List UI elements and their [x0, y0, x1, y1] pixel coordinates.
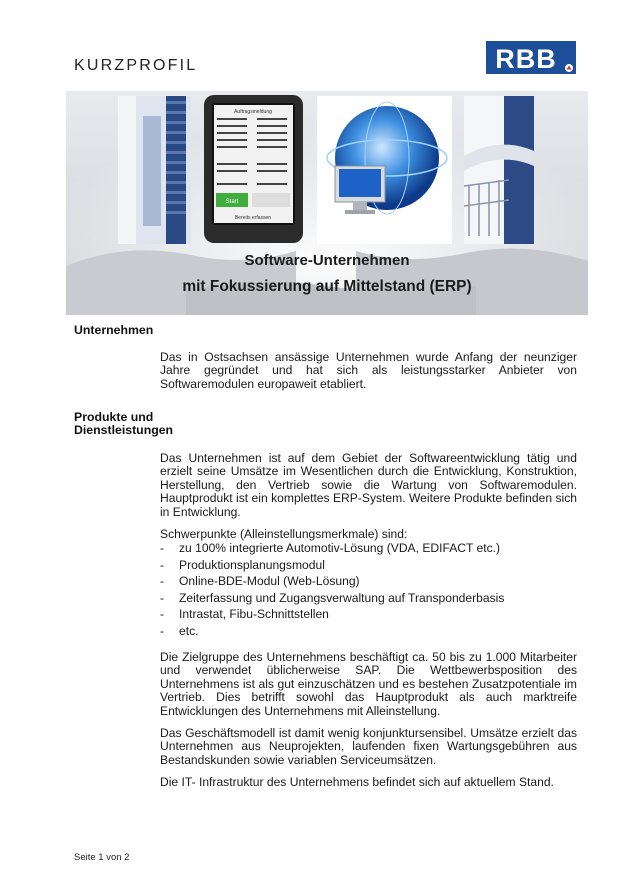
list-item: - Online-BDE-Modul (Web-Lösung): [160, 574, 360, 588]
svg-text:RBB: RBB: [495, 44, 557, 74]
list-item: - Zeiterfassung und Zugangsverwaltung auf Transponderbasis: [160, 590, 505, 605]
section-label-produkte-line2: Dienstleistungen: [74, 423, 174, 437]
unternehmen-paragraph: Das in Ostsachsen ansässige Unternehmen wurde Anfang der neunziger Jahre gegründet und hat sich als leistungsstarker Anbieter von Softwaremodulen europaweit etabliert.: [160, 350, 577, 391]
list-item: - zu 100% integrierte Automotiv-Lösung (VDA, EDIFACT etc.): [160, 541, 501, 555]
banner-heading-line1: Software-Unternehmen: [244, 252, 410, 269]
list-item: - etc.: [160, 623, 199, 638]
section-label-unternehmen: Unternehmen: [74, 323, 154, 337]
svg-text:Start: Start: [225, 199, 239, 205]
svg-text:Auftragsmeldung: Auftragsmeldung: [234, 109, 272, 115]
section-label-produkte-line1: Produkte und: [74, 410, 154, 424]
infrastruktur-paragraph: Die IT- Infrastruktur des Unternehmens befindet sich auf aktuellem Stand.: [160, 775, 554, 789]
schwerpunkte-intro: Schwerpunkte (Alleinstellungsmerkmale) sind:: [160, 527, 408, 541]
schwerpunkte-list: [160, 540, 580, 639]
building-facade-image: [118, 96, 191, 244]
rbb-logo: [486, 41, 576, 74]
page-number: Seite 1 von 2: [74, 852, 130, 863]
rugged-phone-image: [202, 93, 305, 245]
list-item: - Produktionsplanungsmodul: [160, 557, 325, 572]
zielgruppe-paragraph: Die Zielgruppe des Unternehmens beschäftigt ca. 50 bis zu 1.000 Mitarbeiter und verwendet üblicherweise SAP. Die Wettbewerbsposition des Unternehmens ist als gut einzuschätzen und es bestehen Zusatzpotentiale im Vertrieb. Dies betrifft sowohl das Hauptprodukt als auch marktreife Entwicklungen des Unternehmens mit Alleinstellung.: [160, 650, 577, 718]
svg-text:Bereits erfassen: Bereits erfassen: [234, 215, 272, 221]
produkte-paragraph: Das Unternehmen ist auf dem Gebiet der Softwareentwicklung tätig und erzielt seine Umsätze im Wesentlichen durch die Entwicklung, Konstruktion, Herstellung, den Vertrieb sowie die Wartung von Softwaremodulen. Hauptprodukt ist ein komplettes ERP-System. Weitere Produkte befinden sich in Entwicklung.: [160, 451, 577, 519]
document-title: KURZPROFIL: [74, 57, 198, 74]
header-banner: [66, 91, 588, 315]
banner-heading-line2: mit Fokussierung auf Mittelstand (ERP): [182, 278, 472, 295]
list-item: - Intrastat, Fibu-Schnittstellen: [160, 607, 329, 621]
geschaeftsmodell-paragraph: Das Geschäftsmodell ist damit wenig konjunktursensibel. Umsätze erzielt das Unternehmen aus Neuprojekten, laufenden fixen Wartungsgebühren aus Bestandskunden sowie variablen Serviceumsätzen.: [160, 726, 577, 767]
balcony-image: [464, 96, 534, 244]
globe-monitor-image: [317, 96, 452, 244]
